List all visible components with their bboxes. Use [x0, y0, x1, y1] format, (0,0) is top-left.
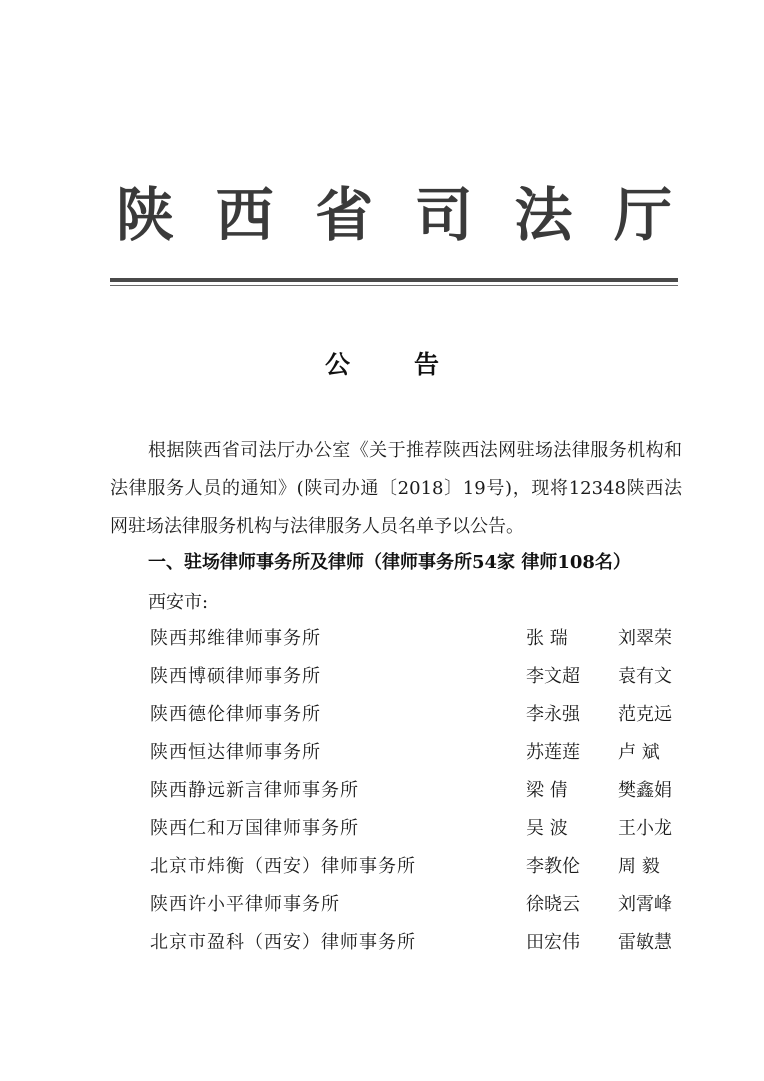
lawyer-name: 张 瑞 — [526, 628, 568, 649]
firm-row — [148, 928, 682, 966]
organization-title — [110, 168, 678, 252]
firm-name: 北京市盈科（西安）律师事务所 — [150, 932, 416, 953]
lawyer-name: 袁有文 — [618, 666, 672, 687]
firm-row — [148, 776, 682, 814]
header-divider-thin — [110, 285, 678, 286]
organization-title-char: 司 — [414, 181, 473, 249]
lawyer-name: 吴 波 — [526, 818, 568, 839]
firm-row — [148, 890, 682, 928]
section-heading: 一、驻场律师事务所及律师（律师事务所54家 律师108名） — [148, 552, 631, 573]
organization-title-char: 法 — [514, 181, 573, 249]
notice-title-char: 公 — [324, 350, 350, 379]
organization-title-char: 省 — [315, 181, 374, 249]
lawyer-name: 苏莲莲 — [526, 742, 580, 763]
firm-name: 陕西许小平律师事务所 — [150, 894, 340, 915]
firm-name: 陕西恒达律师事务所 — [150, 742, 321, 763]
firm-name: 陕西德伦律师事务所 — [150, 704, 321, 725]
lawyer-name: 刘翠荣 — [618, 628, 672, 649]
lawyer-name: 徐晓云 — [526, 894, 580, 915]
firm-row — [148, 700, 682, 738]
lawyer-name: 樊鑫娟 — [618, 780, 672, 801]
firm-name: 陕西静远新言律师事务所 — [150, 780, 359, 801]
city-label: 西安市: — [148, 592, 209, 613]
lawyer-name: 卢 斌 — [618, 742, 660, 763]
organization-title-char: 陕 — [115, 181, 174, 249]
notice-title-char: 告 — [414, 350, 440, 379]
lawyer-name: 刘霄峰 — [618, 894, 672, 915]
organization-title-char: 西 — [215, 181, 274, 249]
lawyer-name: 李教伦 — [526, 856, 580, 877]
firm-row — [148, 852, 682, 890]
lawyer-name: 李文超 — [526, 666, 580, 687]
firm-row — [148, 814, 682, 852]
lawyer-name: 雷敏慧 — [618, 932, 672, 953]
lawyer-name: 李永强 — [526, 704, 580, 725]
firm-name: 陕西仁和万国律师事务所 — [150, 818, 359, 839]
lawyer-name: 范克远 — [618, 704, 672, 725]
firm-name: 陕西博硕律师事务所 — [150, 666, 321, 687]
lawyer-name: 王小龙 — [618, 818, 672, 839]
firm-row — [148, 662, 682, 700]
header-divider-thick — [110, 278, 678, 282]
lawyer-name: 田宏伟 — [526, 932, 580, 953]
firm-row — [148, 624, 682, 662]
firm-row — [148, 738, 682, 776]
firm-list — [148, 624, 682, 966]
lawyer-name: 周 毅 — [618, 856, 660, 877]
notice-title — [0, 345, 764, 381]
organization-title-char: 厅 — [613, 181, 672, 249]
firm-name: 北京市炜衡（西安）律师事务所 — [150, 856, 416, 877]
firm-name: 陕西邦维律师事务所 — [150, 628, 321, 649]
body-paragraph: 根据陕西省司法厅办公室《关于推荐陕西法网驻场法律服务机构和法律服务人员的通知》(陕司办通〔2018〕19号)，现将12348陕西法网驻场法律服务机构与法律服务人员名单予以公告。 — [110, 440, 682, 537]
lawyer-name: 梁 倩 — [526, 780, 568, 801]
